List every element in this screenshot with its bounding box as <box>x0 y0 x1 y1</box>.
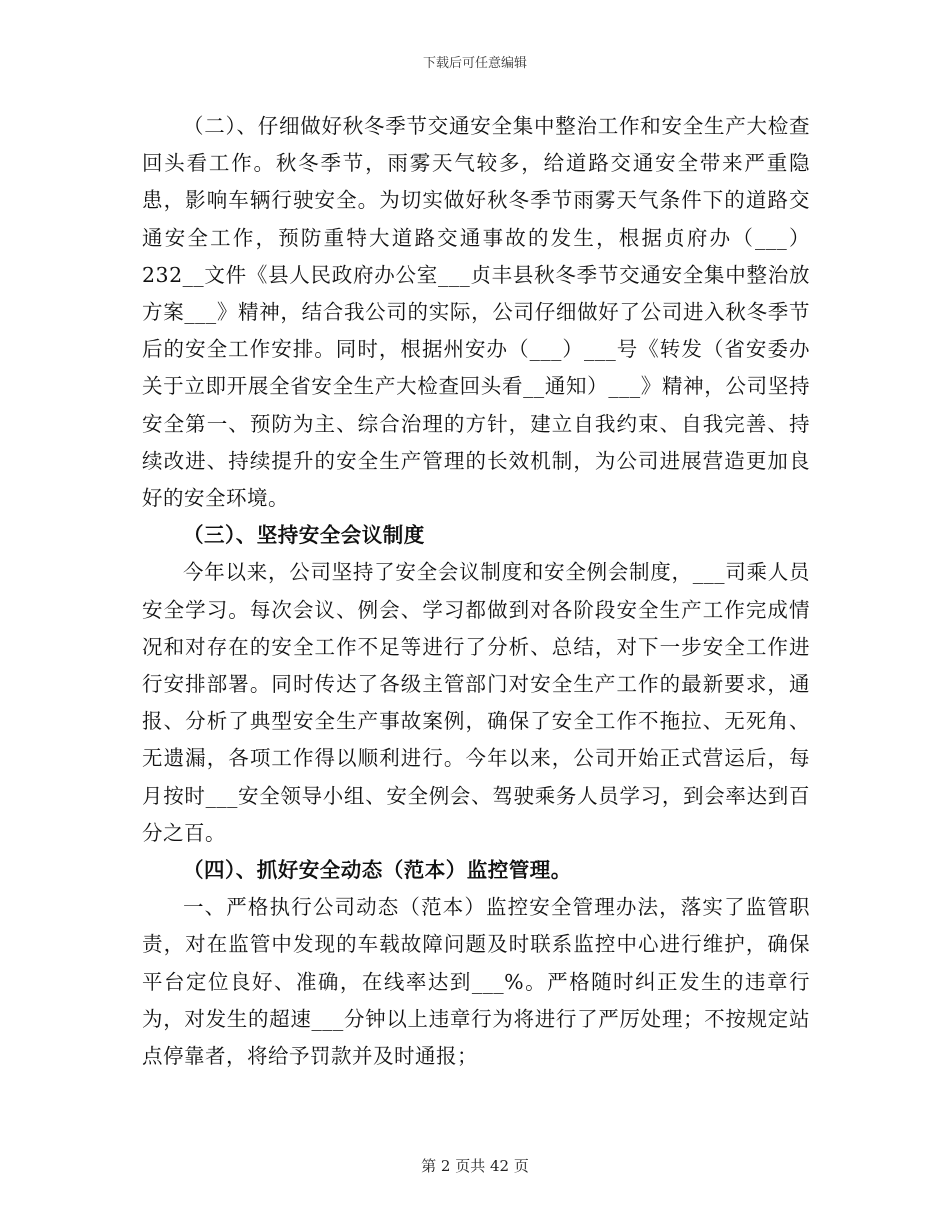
page-number: 第 2 页共 42 页 <box>421 1157 529 1175</box>
document-body <box>142 108 810 1075</box>
paragraph-section-two: （二）、仔细做好秋冬季节交通安全集中整治工作和安全生产大检查回头看工作。秋冬季节，雨雾天气较多，给道路交通安全带来严重隐患，影响车辆行驶安全。为切实做好秋冬季节雨雾天气条件下的道路交通安全工作，预防重特大道路交通事故的发生，根据贞府办（___）232__文件《县人民政府办公室___贞丰县秋冬季节交通安全集中整治放方案___》精神，结合我公司的实际，公司仔细做好了公司进入秋冬季节后的安全工作安排。同时，根据州安办（___）___号《转发（省安委办关于立即开展全省安全生产大检查回头看__通知）___》精神，公司坚持安全第一、预防为主、综合治理的方针，建立自我约束、自我完善、持续改进、持续提升的安全生产管理的长效机制，为公司进展营造更加良好的安全环境。 <box>142 114 810 511</box>
paragraph-section-three: 今年以来，公司坚持了安全会议制度和安全例会制度，___司乘人员安全学习。每次会议、例会、学习都做到对各阶段安全生产工作完成情况和对存在的安全工作不足等进行了分析、总结，对下一步安全工作进行安排部署。同时传达了各级主管部门对安全生产工作的最新要求，通报、分析了典型安全生产事故案例，确保了安全工作不拖拉、无死角、无遗漏，各项工作得以顺利进行。今年以来，公司开始正式营运后，每月按时___安全领导小组、安全例会、驾驶乘务人员学习，到会率达到百分之百。 <box>142 560 810 845</box>
paragraph-section-four: 一、严格执行公司动态（范本）监控安全管理办法，落实了监管职责，对在监管中发现的车载故障问题及时联系监控中心进行维护，确保平台定位良好、准确，在线率达到___%。严格随时纠正发生的违章行为，对发生的超速___分钟以上违章行为将进行了严厉处理；不按规定站点停靠者，将给予罚款并及时通报； <box>142 895 810 1069</box>
heading-section-four: （四）、抓好安全动态（范本）监控管理。 <box>183 858 572 883</box>
page-header-note: 下载后可任意编辑 <box>422 56 527 71</box>
heading-section-three: （三）、坚持安全会议制度 <box>183 523 425 548</box>
